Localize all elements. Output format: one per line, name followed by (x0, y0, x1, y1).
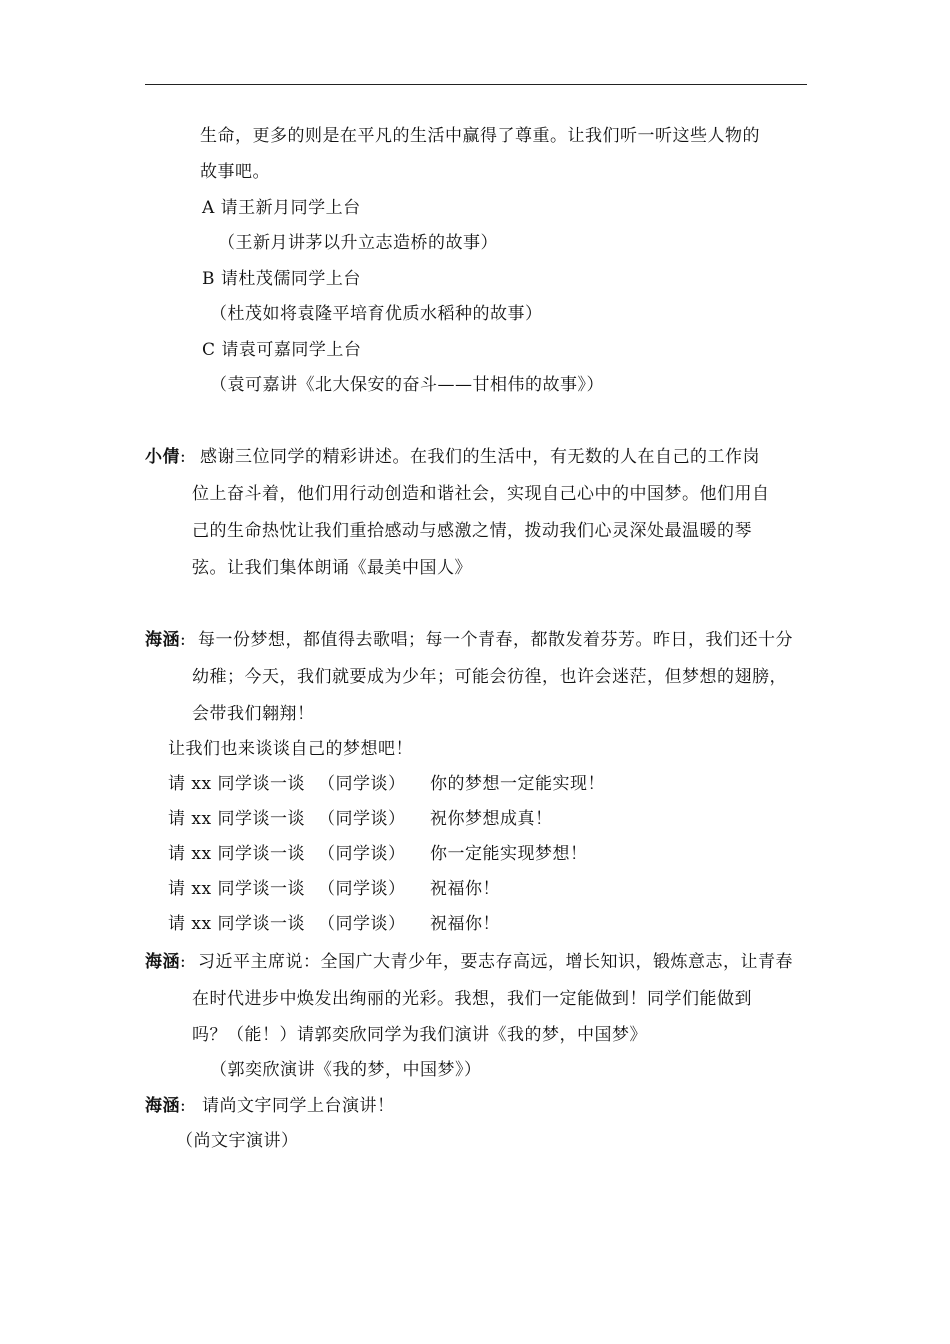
speaker-haihan-3 (145, 1094, 186, 1118)
speaker-haihan-1 (145, 628, 186, 652)
block3-line-2: 在时代进步中焕发出绚丽的光彩。我想，我们一定能做到！同学们能做到 (192, 989, 752, 1009)
speaker-name: 小倩 (145, 447, 180, 467)
block2-invite: 让我们也来谈谈自己的梦想吧！ (168, 739, 413, 759)
talk-row-5-reply: 祝福你！ (430, 914, 500, 934)
block2-line-2: 幼稚；今天，我们就要成为少年；可能会彷徨，也许会迷茫，但梦想的翅膀， (192, 667, 787, 687)
intro-line-1: 生命，更多的则是在平凡的生活中赢得了尊重。让我们听一听这些人物的 (200, 126, 760, 146)
block3-line-3: 吗？（能！）请郭奕欣同学为我们演讲《我的梦，中国梦》 (192, 1025, 647, 1045)
block4-note: （尚文宇演讲） (176, 1131, 299, 1151)
note-a: （王新月讲茅以升立志造桥的故事） (218, 233, 498, 253)
speaker-name: 海涵 (145, 952, 180, 972)
talk-row-1-act: （同学谈） (318, 774, 406, 794)
talk-row-5-act: （同学谈） (318, 914, 406, 934)
speaker-colon: : (180, 447, 187, 467)
block3-note: （郭奕欣演讲《我的梦，中国梦》） (210, 1060, 482, 1080)
speaker-name: 海涵 (145, 630, 180, 650)
block1-line-3: 己的生命热忱让我们重拾感动与感激之情，拨动我们心灵深处最温暖的琴 (192, 521, 752, 541)
intro-line-2: 故事吧。 (200, 162, 270, 182)
talk-row-2-reply: 祝你梦想成真！ (430, 809, 553, 829)
talk-row-3-act: （同学谈） (318, 844, 406, 864)
talk-row-2-ask: 请 xx 同学谈一谈 (168, 809, 305, 829)
speaker-colon: : (180, 630, 187, 650)
call-c: C 请袁可嘉同学上台 (202, 340, 362, 360)
talk-row-2-act: （同学谈） (318, 809, 406, 829)
talk-row-1-reply: 你的梦想一定能实现！ (430, 774, 605, 794)
talk-row-4-act: （同学谈） (318, 879, 406, 899)
speaker-xiaoqian (145, 445, 186, 469)
block3-line-1: 习近平主席说：全国广大青少年，要志存高远，增长知识，锻炼意志，让青春 (198, 952, 793, 972)
header-rule (145, 84, 807, 85)
note-c: （袁可嘉讲《北大保安的奋斗——甘相伟的故事》） (210, 375, 604, 395)
talk-row-4-ask: 请 xx 同学谈一谈 (168, 879, 305, 899)
speaker-haihan-2 (145, 950, 186, 974)
talk-row-3-ask: 请 xx 同学谈一谈 (168, 844, 305, 864)
speaker-colon: : (180, 1096, 187, 1116)
block1-line-1: 感谢三位同学的精彩讲述。在我们的生活中，有无数的人在自己的工作岗 (200, 447, 760, 467)
speaker-colon: : (180, 952, 187, 972)
speaker-name: 海涵 (145, 1096, 180, 1116)
talk-row-4-reply: 祝福你！ (430, 879, 500, 899)
talk-row-3-reply: 你一定能实现梦想！ (430, 844, 588, 864)
block4-line: 请尚文宇同学上台演讲！ (202, 1096, 395, 1116)
call-a: A 请王新月同学上台 (202, 198, 361, 218)
block2-line-3: 会带我们翱翔！ (192, 704, 315, 724)
call-b: B 请杜茂儒同学上台 (202, 269, 361, 289)
block1-line-4: 弦。让我们集体朗诵《最美中国人》 (192, 558, 472, 578)
block1-line-2: 位上奋斗着，他们用行动创造和谐社会，实现自己心中的中国梦。他们用自 (192, 484, 770, 504)
talk-row-5-ask: 请 xx 同学谈一谈 (168, 914, 305, 934)
block2-line-1: 每一份梦想，都值得去歌唱；每一个青春，都散发着芬芳。昨日，我们还十分 (198, 630, 793, 650)
talk-row-1-ask: 请 xx 同学谈一谈 (168, 774, 305, 794)
note-b: （杜茂如将袁隆平培育优质水稻种的故事） (210, 304, 543, 324)
